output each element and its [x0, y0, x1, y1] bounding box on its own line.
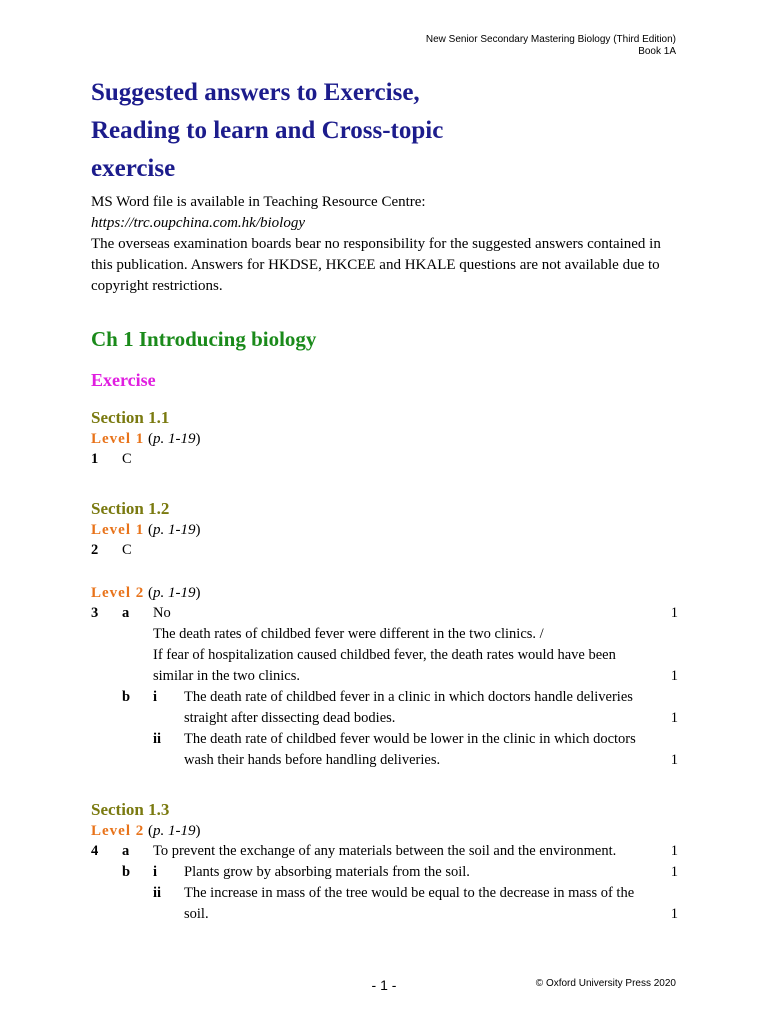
part-label: a: [122, 605, 130, 621]
header-book-title: New Senior Secondary Mastering Biology (Third Edition): [425, 34, 676, 45]
question-number: 1: [91, 451, 99, 467]
level-line: Level 1 (p. 1-19): [91, 522, 201, 538]
answer-text: If fear of hospitalization caused childbed fever, the death rates would have been similar in the two clinics.: [153, 647, 616, 684]
question-number: 4: [91, 843, 99, 859]
running-header: [426, 34, 676, 58]
page-ref: p. 1-19: [153, 431, 196, 447]
answer-row: [91, 687, 678, 729]
mark: 1: [670, 668, 678, 684]
mark: 1: [670, 605, 678, 621]
page-number: - 1 -: [371, 977, 397, 993]
question-number: 2: [91, 542, 99, 558]
answer-row: [91, 540, 678, 561]
subpart-label: i: [153, 864, 158, 880]
answer-text: C: [122, 542, 132, 558]
page-ref: p. 1-19: [153, 585, 196, 601]
page-content: [91, 74, 678, 925]
disclaimer: The overseas examination boards bear no responsibility for the suggested answers contained in this publication. Answers for HKDSE, HKCEE and HKALE questions are not available due to copyright restrictions.: [91, 236, 661, 294]
title-line-2: Reading to learn and Cross-topic: [91, 117, 444, 144]
subpart-label: ii: [153, 731, 162, 747]
exercise-heading: Exercise: [91, 370, 156, 390]
copyright-notice: © Oxford University Press 2020: [535, 978, 676, 989]
chapter-heading: Ch 1 Introducing biology: [91, 327, 317, 351]
part-label: b: [122, 689, 131, 705]
level-label: Level 2: [91, 585, 145, 601]
answer-text: C: [122, 451, 132, 467]
level-line: Level 2 (p. 1-19): [91, 823, 201, 839]
section-heading: Section 1.2: [91, 499, 170, 518]
answer-row: [91, 883, 678, 925]
level-label: Level 2: [91, 823, 145, 839]
level-line: Level 2 (p. 1-19): [91, 585, 201, 601]
subpart-label: ii: [153, 885, 162, 901]
question-number: 3: [91, 605, 99, 621]
level-label: Level 1: [91, 522, 145, 538]
section-heading: Section 1.1: [91, 408, 170, 427]
answer-row: [91, 729, 678, 771]
answer-text: The increase in mass of the tree would be equal to the decrease in mass of the soil.: [184, 885, 635, 922]
level-line: Level 1 (p. 1-19): [91, 431, 201, 447]
answer-text: No: [153, 605, 171, 621]
part-label: a: [122, 843, 130, 859]
section-heading: Section 1.3: [91, 800, 170, 819]
answer-row: [91, 449, 678, 470]
resource-link[interactable]: https://trc.oupchina.com.hk/biology: [91, 215, 305, 231]
answer-text: The death rate of childbed fever would be lower in the clinic in which doctors wash their hands before handling deliveries.: [184, 731, 636, 768]
answer-text: Plants grow by absorbing materials from the soil.: [184, 864, 470, 880]
mark: 1: [670, 843, 678, 859]
title-line-3: exercise: [91, 155, 176, 182]
mark: 1: [670, 864, 678, 880]
answer-row: [91, 841, 678, 862]
document-title: [91, 74, 678, 188]
title-line-1: Suggested answers to Exercise,: [91, 79, 420, 106]
answer-text: To prevent the exchange of any materials between the soil and the environment.: [153, 843, 617, 859]
subpart-label: i: [153, 689, 158, 705]
answer-row: [91, 603, 678, 624]
answer-text: The death rates of childbed fever were different in the two clinics. /: [153, 626, 544, 642]
answer-row: [91, 645, 678, 687]
answer-text: The death rate of childbed fever in a clinic in which doctors handle deliveries straight after dissecting dead bodies.: [184, 689, 633, 726]
page-ref: p. 1-19: [153, 823, 196, 839]
part-label: b: [122, 864, 131, 880]
mark: 1: [670, 710, 678, 726]
mark: 1: [670, 752, 678, 768]
mark: 1: [670, 906, 678, 922]
level-label: Level 1: [91, 431, 145, 447]
answer-row: [91, 624, 678, 645]
page-ref: p. 1-19: [153, 522, 196, 538]
header-book-number: Book 1A: [638, 46, 676, 57]
word-file-note: MS Word file is available in Teaching Resource Centre:: [91, 194, 426, 210]
answer-row: [91, 862, 678, 883]
